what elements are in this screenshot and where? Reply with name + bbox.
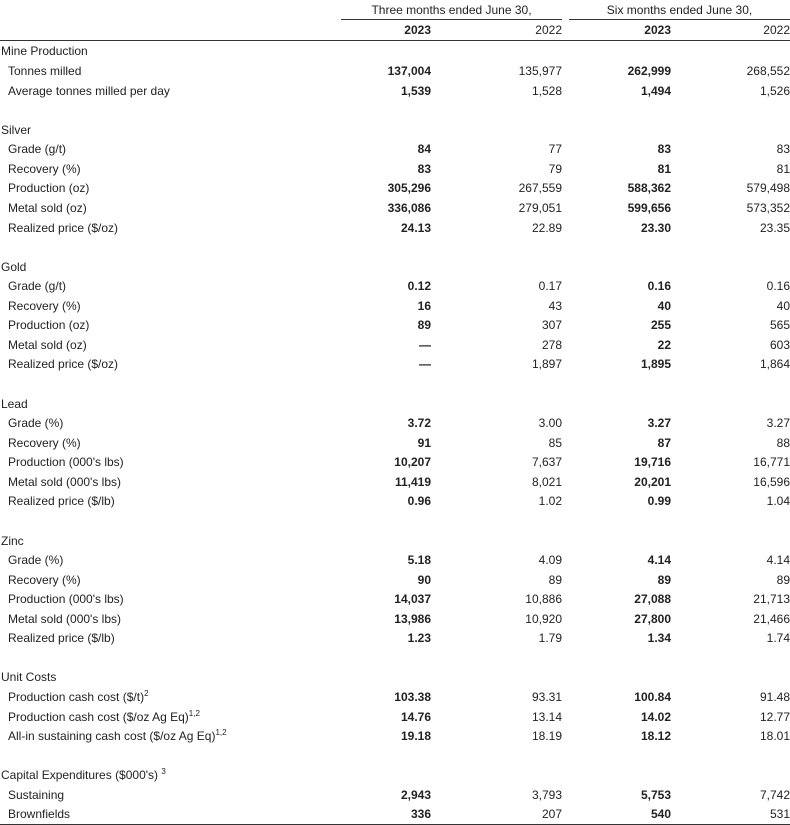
value-h1-2022: 573,352 [746, 201, 790, 215]
value-q2-2023: 1,539 [400, 84, 431, 98]
value-q2-2022: 4.09 [538, 553, 562, 567]
value-q2-2022: 3.00 [538, 416, 562, 430]
value-h1-2022: 91.48 [759, 690, 790, 704]
table-row [0, 201, 790, 216]
value-h1-2022: 21,466 [753, 612, 790, 626]
value-h1-2022: 268,552 [746, 64, 790, 78]
value-q2-2023: 14,037 [394, 592, 431, 606]
section-title: Gold [1, 260, 27, 274]
value-q2-2023: 2,943 [400, 788, 431, 802]
value-q2-2023: 3.72 [407, 416, 431, 430]
value-h1-2023: 588,362 [627, 181, 671, 195]
table-row [0, 162, 790, 177]
value-h1-2023: 1,494 [640, 84, 671, 98]
value-h1-2022: 18.01 [759, 729, 790, 743]
value-q2-2022: 18.19 [531, 729, 562, 743]
value-h1-2023: 0.99 [647, 494, 671, 508]
value-h1-2022: 12.77 [759, 710, 790, 724]
row-label: Production (oz) [8, 181, 90, 195]
footnote-marker: 3 [161, 767, 166, 776]
section-title: Unit Costs [1, 670, 57, 684]
table-row [0, 729, 790, 744]
value-h1-2023: 27,800 [634, 612, 671, 626]
value-h1-2023: 27,088 [634, 592, 671, 606]
row-label: Realized price ($/oz) [8, 221, 119, 235]
value-h1-2023: 1,895 [640, 357, 671, 371]
header-rule [0, 40, 790, 41]
header-six-months-rule [569, 19, 790, 20]
value-h1-2023: 81 [657, 162, 671, 176]
value-h1-2022: 89 [776, 573, 790, 587]
year-header-h1-2023: 2023 [644, 23, 671, 37]
value-q2-2022: 7,637 [531, 455, 562, 469]
row-label: Realized price ($/lb) [8, 631, 115, 645]
value-h1-2023: 89 [657, 573, 671, 587]
row-label: Recovery (%) [8, 299, 81, 313]
value-q2-2022: 77 [548, 142, 562, 156]
row-label: Metal sold (000's lbs) [8, 612, 122, 626]
table-row [0, 84, 790, 99]
value-q2-2023: 19.18 [400, 729, 431, 743]
value-q2-2023: 91 [417, 436, 431, 450]
table-row [0, 690, 790, 705]
row-label: Production cash cost ($/oz Ag Eq)$^{1,2}$ [8, 709, 200, 724]
value-h1-2023: 83 [657, 142, 671, 156]
value-q2-2022: 89 [548, 573, 562, 587]
value-q2-2022: 207 [541, 807, 562, 821]
row-label: Sustaining [8, 788, 65, 802]
value-h1-2023: 22 [657, 338, 671, 352]
value-h1-2023: 87 [657, 436, 671, 450]
section-heading [0, 670, 790, 685]
value-q2-2023: — [419, 338, 431, 352]
footnote-marker: 1,2 [188, 709, 200, 718]
value-h1-2022: 531 [769, 807, 790, 821]
value-q2-2022: 1.02 [538, 494, 562, 508]
row-label: Brownfields [8, 807, 71, 821]
value-q2-2022: 22.89 [531, 221, 562, 235]
table-row [0, 573, 790, 588]
value-q2-2023: 336 [410, 807, 431, 821]
value-q2-2023: 84 [417, 142, 431, 156]
value-q2-2023: 5.18 [407, 553, 431, 567]
value-q2-2022: 267,559 [518, 181, 562, 195]
value-q2-2022: 8,021 [531, 475, 562, 489]
value-q2-2022: 85 [548, 436, 562, 450]
value-h1-2022: 88 [776, 436, 790, 450]
value-q2-2023: 103.38 [394, 690, 431, 704]
table-row [0, 64, 790, 79]
value-h1-2022: 23.35 [759, 221, 790, 235]
table-row [0, 416, 790, 431]
section-heading [0, 397, 790, 412]
row-label: Metal sold (000's lbs) [8, 475, 122, 489]
value-h1-2023: 18.12 [640, 729, 671, 743]
year-header-h1-2022: 2022 [763, 23, 790, 37]
section-heading [0, 123, 790, 138]
value-q2-2023: 89 [417, 318, 431, 332]
table-row [0, 338, 790, 353]
value-q2-2022: 13.14 [531, 710, 562, 724]
value-q2-2023: 90 [417, 573, 431, 587]
table-row [0, 475, 790, 490]
value-h1-2023: 262,999 [627, 64, 671, 78]
table-row [0, 807, 790, 822]
value-h1-2023: 5,753 [640, 788, 671, 802]
year-header-q2-2022: 2022 [535, 23, 562, 37]
value-q2-2022: 1.79 [538, 631, 562, 645]
value-h1-2022: 7,742 [759, 788, 790, 802]
value-h1-2023: 100.84 [634, 690, 671, 704]
row-label: Average tonnes milled per day [8, 84, 170, 98]
value-q2-2023: 0.12 [407, 279, 431, 293]
value-h1-2022: 1.74 [766, 631, 790, 645]
header-six-months: Six months ended June 30, [606, 3, 753, 17]
value-h1-2023: 255 [650, 318, 671, 332]
footnote-marker: 2 [144, 689, 149, 698]
value-q2-2023: 24.13 [400, 221, 431, 235]
table-row [0, 592, 790, 607]
value-h1-2023: 40 [657, 299, 671, 313]
value-h1-2022: 81 [776, 162, 790, 176]
row-label: Recovery (%) [8, 573, 81, 587]
table-row [0, 710, 790, 725]
value-h1-2022: 0.16 [766, 279, 790, 293]
value-h1-2022: 3.27 [766, 416, 790, 430]
table-row [0, 612, 790, 627]
value-h1-2022: 83 [776, 142, 790, 156]
table-row [0, 181, 790, 196]
table-row [0, 318, 790, 333]
row-label: All-in sustaining cash cost ($/oz Ag Eq)$^{1,2}$ [8, 728, 227, 743]
value-q2-2022: 278 [541, 338, 562, 352]
table-row [0, 436, 790, 451]
section-heading [0, 768, 790, 783]
table-row [0, 553, 790, 568]
value-q2-2022: 10,886 [525, 592, 562, 606]
section-title: Lead [1, 397, 28, 411]
value-q2-2023: 1.23 [407, 631, 431, 645]
value-q2-2022: 93.31 [531, 690, 562, 704]
table-row [0, 221, 790, 236]
value-q2-2023: 336,086 [387, 201, 431, 215]
value-h1-2022: 579,498 [746, 181, 790, 195]
row-label: Metal sold (oz) [8, 338, 87, 352]
value-h1-2023: 599,656 [627, 201, 671, 215]
value-q2-2022: 279,051 [518, 201, 562, 215]
section-heading [0, 44, 790, 59]
value-q2-2022: 307 [541, 318, 562, 332]
value-h1-2022: 21,713 [753, 592, 790, 606]
value-q2-2022: 1,897 [531, 357, 562, 371]
value-q2-2023: 13,986 [394, 612, 431, 626]
value-q2-2023: 10,207 [394, 455, 431, 469]
value-h1-2022: 565 [769, 318, 790, 332]
value-q2-2022: 79 [548, 162, 562, 176]
section-heading [0, 534, 790, 549]
row-label: Realized price ($/lb) [8, 494, 115, 508]
value-q2-2023: 83 [417, 162, 431, 176]
table-row [0, 788, 790, 803]
value-q2-2022: 10,920 [525, 612, 562, 626]
value-h1-2022: 4.14 [766, 553, 790, 567]
value-h1-2023: 4.14 [647, 553, 671, 567]
value-h1-2023: 19,716 [634, 455, 671, 469]
value-h1-2022: 1,864 [759, 357, 790, 371]
row-label: Realized price ($/oz) [8, 357, 119, 371]
value-h1-2023: 20,201 [634, 475, 671, 489]
table-row [0, 631, 790, 646]
row-label: Grade (%) [8, 416, 64, 430]
row-label: Tonnes milled [8, 64, 82, 78]
value-q2-2023: 14.76 [400, 710, 431, 724]
value-h1-2023: 1.34 [647, 631, 671, 645]
value-q2-2022: 43 [548, 299, 562, 313]
row-label: Recovery (%) [8, 162, 81, 176]
header-three-months-rule [341, 19, 562, 20]
value-h1-2023: 540 [650, 807, 671, 821]
value-h1-2023: 23.30 [640, 221, 671, 235]
table-row [0, 494, 790, 509]
value-h1-2023: 14.02 [640, 710, 671, 724]
section-title: Capital Expenditures ($000's) $^3$ [1, 767, 166, 782]
table-row [0, 357, 790, 372]
value-q2-2023: 0.96 [407, 494, 431, 508]
value-q2-2023: 305,296 [387, 181, 431, 195]
value-h1-2023: 3.27 [647, 416, 671, 430]
value-h1-2023: 0.16 [647, 279, 671, 293]
row-label: Production cash cost ($/t)$^2$ [8, 689, 149, 704]
section-heading [0, 260, 790, 275]
table-row [0, 299, 790, 314]
row-label: Production (000's lbs) [8, 592, 124, 606]
value-q2-2023: 16 [417, 299, 431, 313]
value-q2-2022: 135,977 [518, 64, 562, 78]
value-q2-2023: 11,419 [394, 475, 431, 489]
section-title: Silver [1, 123, 32, 137]
value-q2-2022: 3,793 [531, 788, 562, 802]
row-label: Metal sold (oz) [8, 201, 87, 215]
table-row [0, 279, 790, 294]
row-label: Grade (g/t) [8, 142, 67, 156]
row-label: Grade (%) [8, 553, 64, 567]
header-three-months: Three months ended June 30, [371, 3, 532, 17]
year-header-q2-2023: 2023 [404, 23, 431, 37]
row-label: Production (oz) [8, 318, 90, 332]
value-q2-2022: 0.17 [538, 279, 562, 293]
row-label: Recovery (%) [8, 436, 81, 450]
value-h1-2022: 40 [776, 299, 790, 313]
value-q2-2023: — [419, 357, 431, 371]
value-h1-2022: 603 [769, 338, 790, 352]
table-row [0, 455, 790, 470]
table-row [0, 142, 790, 157]
value-h1-2022: 1,526 [759, 84, 790, 98]
value-h1-2022: 16,596 [753, 475, 790, 489]
section-title: Zinc [1, 534, 24, 548]
footnote-marker: 1,2 [215, 728, 227, 737]
row-label: Grade (g/t) [8, 279, 67, 293]
value-q2-2022: 1,528 [531, 84, 562, 98]
value-q2-2023: 137,004 [387, 64, 431, 78]
section-title: Mine Production [1, 44, 88, 58]
value-h1-2022: 16,771 [753, 455, 790, 469]
value-h1-2022: 1.04 [766, 494, 790, 508]
row-label: Production (000's lbs) [8, 455, 124, 469]
